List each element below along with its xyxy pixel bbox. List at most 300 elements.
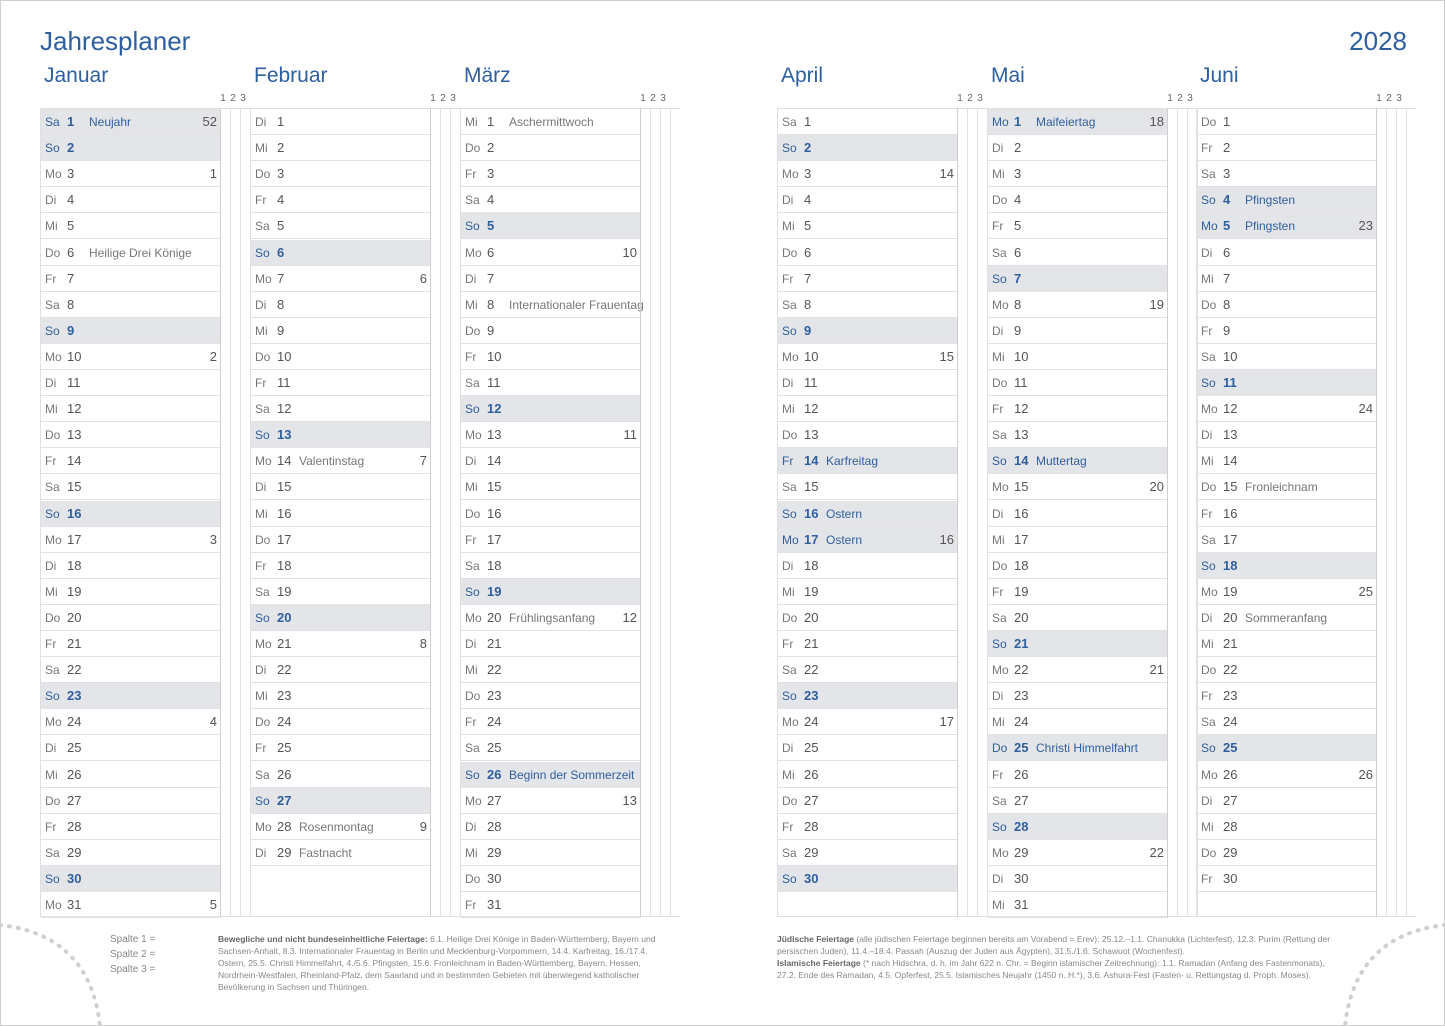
- day-row[interactable]: [988, 318, 1168, 344]
- day-row[interactable]: [1197, 318, 1377, 344]
- day-row[interactable]: [1197, 553, 1377, 579]
- day-row[interactable]: [41, 240, 221, 266]
- day-row[interactable]: [461, 709, 641, 735]
- day-row[interactable]: [1197, 735, 1377, 761]
- day-row[interactable]: [778, 709, 958, 735]
- weekday-label: Fr: [1201, 689, 1213, 704]
- day-number: 10: [67, 348, 82, 364]
- day-row[interactable]: [988, 396, 1168, 422]
- day-row[interactable]: [41, 866, 221, 892]
- day-row[interactable]: [778, 292, 958, 318]
- day-row[interactable]: [778, 735, 958, 761]
- weekday-label: Fr: [782, 819, 794, 834]
- weekday-label: Mi: [782, 402, 795, 417]
- weekday-label: Fr: [45, 819, 57, 834]
- day-row[interactable]: [988, 657, 1168, 683]
- day-row[interactable]: [461, 240, 641, 266]
- day-row[interactable]: [251, 814, 431, 840]
- day-row[interactable]: [41, 631, 221, 657]
- day-row[interactable]: [251, 657, 431, 683]
- weekday-label: Sa: [1201, 349, 1216, 364]
- day-number: 29: [1223, 844, 1238, 860]
- day-row[interactable]: [1197, 866, 1377, 892]
- day-row[interactable]: [251, 292, 431, 318]
- day-row[interactable]: [461, 814, 641, 840]
- day-row[interactable]: [251, 135, 431, 161]
- day-row[interactable]: [988, 814, 1168, 840]
- day-row[interactable]: [778, 762, 958, 788]
- day-row[interactable]: [461, 683, 641, 709]
- week-number: 10: [622, 244, 637, 260]
- day-row[interactable]: [461, 318, 641, 344]
- day-row[interactable]: [778, 788, 958, 814]
- day-row[interactable]: [1197, 266, 1377, 292]
- week-number: 6: [419, 270, 427, 286]
- day-row[interactable]: [41, 579, 221, 605]
- weekday-label: Mi: [465, 845, 478, 860]
- weekday-label: Mo: [992, 115, 1009, 129]
- weekday-label: Sa: [782, 663, 797, 678]
- footnote-text: 6.1. Heilige Drei Könige in Baden-Württemberg, Bayern und Sachsen-Anhalt, 8.3. Internationaler Frauentag in Berlin und Mecklenburg-Vorpommern, 14.4. Karfreitag, 16./17.4. Ostern, 25.5. Christi Himmelfahrt, 4./5.6. Pfingsten, 15.6. Fronleichnam in Baden-Württemberg, Bayern, Hessen, Nordrhein-Westfalen, Rheinland-Pfalz, dem Saarland und in bestimmten Gebieten mit überwiegend katholischer Bevölkerung in Sachsen und Thüringen.: [218, 934, 656, 992]
- day-row[interactable]: [1197, 448, 1377, 474]
- day-number: 15: [1223, 479, 1238, 495]
- day-row[interactable]: [988, 422, 1168, 448]
- day-row[interactable]: [251, 187, 431, 213]
- weekday-label: Mi: [782, 584, 795, 599]
- day-row[interactable]: [251, 370, 431, 396]
- day-number: 22: [67, 662, 82, 678]
- day-row[interactable]: [988, 501, 1168, 527]
- day-row[interactable]: [1197, 187, 1377, 213]
- page-title: Jahresplaner: [40, 26, 191, 56]
- day-row[interactable]: [988, 292, 1168, 318]
- day-row[interactable]: [251, 109, 431, 135]
- day-row[interactable]: [461, 474, 641, 500]
- day-row[interactable]: [778, 266, 958, 292]
- week-number: 12: [622, 609, 637, 625]
- day-row[interactable]: [988, 892, 1168, 918]
- day-row[interactable]: [461, 448, 641, 474]
- day-row[interactable]: [1197, 501, 1377, 527]
- column-number: 3: [240, 93, 246, 104]
- day-row[interactable]: [988, 631, 1168, 657]
- day-row[interactable]: [461, 187, 641, 213]
- day-number: 2: [67, 140, 75, 156]
- day-number: 13: [1014, 427, 1029, 443]
- day-number: 30: [1014, 870, 1029, 886]
- day-row[interactable]: [1197, 527, 1377, 553]
- weekday-label: Mo: [782, 715, 799, 730]
- day-number: 28: [277, 818, 292, 834]
- day-row[interactable]: [778, 109, 958, 135]
- weekday-label: Mi: [255, 141, 268, 156]
- day-row[interactable]: [988, 448, 1168, 474]
- day-row[interactable]: [461, 527, 641, 553]
- weekday-label: Sa: [255, 584, 270, 599]
- day-row[interactable]: [41, 553, 221, 579]
- day-row[interactable]: [461, 553, 641, 579]
- day-row[interactable]: [778, 213, 958, 239]
- day-row[interactable]: [251, 605, 431, 631]
- day-number: 1: [277, 114, 285, 129]
- day-number: 29: [277, 844, 292, 860]
- weekday-label: So: [45, 323, 60, 338]
- day-row[interactable]: [461, 370, 641, 396]
- day-row[interactable]: [461, 735, 641, 761]
- day-number: 8: [1014, 296, 1022, 312]
- day-number: 24: [67, 714, 82, 730]
- weekday-label: Mi: [782, 219, 795, 234]
- day-number: 16: [1014, 505, 1029, 521]
- day-row[interactable]: [778, 657, 958, 683]
- day-row[interactable]: [251, 788, 431, 814]
- day-number: 26: [1223, 766, 1238, 782]
- day-row[interactable]: [251, 631, 431, 657]
- day-row[interactable]: [1197, 814, 1377, 840]
- weekday-label: Mo: [782, 167, 799, 182]
- day-row[interactable]: [778, 396, 958, 422]
- day-row[interactable]: [251, 840, 431, 866]
- column-divider: [240, 108, 241, 917]
- weekday-label: Sa: [465, 741, 480, 756]
- month-grid: [460, 108, 680, 917]
- day-row[interactable]: [778, 187, 958, 213]
- day-row[interactable]: [988, 840, 1168, 866]
- day-number: 1: [1014, 114, 1022, 129]
- day-row[interactable]: [251, 683, 431, 709]
- day-row[interactable]: [251, 344, 431, 370]
- day-row[interactable]: [988, 866, 1168, 892]
- weekday-label: Mi: [992, 167, 1005, 182]
- day-row[interactable]: [41, 292, 221, 318]
- day-number: 8: [277, 296, 285, 312]
- day-row[interactable]: [778, 501, 958, 527]
- weekday-label: Fr: [782, 637, 794, 651]
- day-number: 14: [67, 453, 82, 469]
- day-row[interactable]: [41, 788, 221, 814]
- weekday-label: Do: [992, 741, 1008, 756]
- weekday-label: Sa: [1201, 532, 1216, 547]
- footnote-text-jewish: (alle jüdischen Feiertage beginnen bereits am Vorabend = Erev): 25.12.–1.1. Chanukka (Lichterfest), 12.3. Purim (Rettung der persischen Juden), 11.4.–18.4. Passah (Auszug der Juden aus Ägypten), 31.5./1.6. Schawuot (Wochenfest).: [777, 934, 1331, 956]
- dotted-arc-right: [1335, 915, 1445, 1026]
- day-number: 25: [277, 740, 292, 756]
- day-row[interactable]: [41, 474, 221, 500]
- day-row[interactable]: [41, 266, 221, 292]
- day-number: 17: [67, 531, 82, 547]
- day-row[interactable]: [778, 553, 958, 579]
- day-row[interactable]: [41, 344, 221, 370]
- month-name: April: [781, 64, 824, 87]
- day-row[interactable]: [1197, 396, 1377, 422]
- day-row[interactable]: [461, 501, 641, 527]
- day-row[interactable]: [251, 501, 431, 527]
- day-row[interactable]: [41, 109, 221, 135]
- day-row[interactable]: [778, 527, 958, 553]
- day-row[interactable]: [251, 735, 431, 761]
- day-row[interactable]: [778, 474, 958, 500]
- day-row[interactable]: [988, 474, 1168, 500]
- day-number: 9: [1223, 322, 1231, 338]
- weekday-label: Di: [1201, 428, 1213, 443]
- day-number: 31: [487, 897, 502, 912]
- column-number: 2: [650, 93, 656, 104]
- day-number: 3: [1014, 166, 1022, 182]
- day-row[interactable]: [461, 292, 644, 318]
- day-row[interactable]: [41, 605, 221, 631]
- weekday-label: Do: [1201, 115, 1217, 129]
- day-row[interactable]: [41, 422, 221, 448]
- weekday-label: Mi: [1201, 454, 1214, 469]
- day-row[interactable]: [251, 161, 431, 187]
- day-row[interactable]: [251, 240, 431, 266]
- day-row[interactable]: [41, 396, 221, 422]
- column-divider: [660, 108, 661, 917]
- day-row[interactable]: [988, 735, 1168, 761]
- day-row[interactable]: [988, 762, 1168, 788]
- day-row[interactable]: [988, 579, 1168, 605]
- day-row[interactable]: [461, 657, 641, 683]
- day-row[interactable]: [251, 318, 431, 344]
- day-row[interactable]: [778, 840, 958, 866]
- day-number: 18: [1014, 557, 1029, 573]
- day-row[interactable]: [988, 161, 1168, 187]
- day-number: 18: [277, 557, 292, 573]
- weekday-label: Mo: [992, 297, 1009, 312]
- footnote-text-islamic: (* nach Hidschra, d. h. im Jahr 622 n. Chr. = Beginn islamischer Zeitrechnung): 1.1. Ramadan (Anfang des Fastenmonats), 27.2. Ende des Ramadan, 4.5. Opferfest, 25.5. Islamisches Neujahr (1450 n. H.*), 3.6. Ashura-Fest (Fasten- u. Rettungstag d. Proph. Moses).: [777, 958, 1325, 980]
- day-row[interactable]: [461, 266, 641, 292]
- day-number: 30: [487, 870, 502, 886]
- day-row[interactable]: [988, 527, 1168, 553]
- day-row[interactable]: [988, 605, 1168, 631]
- day-row[interactable]: [778, 814, 958, 840]
- weekday-label: Do: [992, 193, 1008, 208]
- day-row[interactable]: [1197, 292, 1377, 318]
- day-row[interactable]: [988, 240, 1168, 266]
- week-number: 15: [939, 348, 954, 364]
- day-row[interactable]: [41, 762, 221, 788]
- day-row[interactable]: [778, 579, 958, 605]
- holiday-name: Frühlingsanfang: [509, 610, 596, 625]
- day-row[interactable]: [461, 344, 641, 370]
- day-number: 20: [67, 609, 82, 625]
- day-number: 4: [277, 192, 285, 208]
- day-number: 12: [67, 401, 82, 417]
- day-row[interactable]: [988, 683, 1168, 709]
- column-number: 3: [1396, 93, 1402, 104]
- weekday-label: Mo: [45, 349, 62, 364]
- day-row[interactable]: [251, 709, 431, 735]
- holiday-name: Ostern: [826, 506, 863, 521]
- day-row[interactable]: [41, 187, 221, 213]
- week-number: 5: [209, 897, 217, 912]
- day-row[interactable]: [778, 240, 958, 266]
- day-row[interactable]: [778, 448, 958, 474]
- day-row[interactable]: [41, 814, 221, 840]
- day-row[interactable]: [1197, 422, 1377, 448]
- day-row[interactable]: [41, 501, 221, 527]
- day-row[interactable]: [988, 187, 1168, 213]
- day-row[interactable]: [1197, 709, 1377, 735]
- day-row[interactable]: [461, 605, 641, 631]
- day-number: 25: [67, 740, 82, 756]
- day-row[interactable]: [988, 213, 1168, 239]
- day-row[interactable]: [1197, 657, 1377, 683]
- day-row[interactable]: [778, 866, 958, 892]
- day-row[interactable]: [41, 840, 221, 866]
- day-row[interactable]: [461, 788, 641, 814]
- week-number: 4: [209, 714, 217, 730]
- weekday-label: Di: [782, 558, 794, 573]
- weekday-label: Sa: [782, 480, 797, 495]
- day-row[interactable]: [251, 762, 431, 788]
- day-row[interactable]: [988, 109, 1168, 135]
- day-number: 17: [1014, 531, 1029, 547]
- day-row[interactable]: [778, 318, 958, 344]
- weekday-label: Mo: [255, 819, 272, 834]
- day-row[interactable]: [988, 788, 1168, 814]
- day-row[interactable]: [988, 135, 1168, 161]
- weekday-label: So: [465, 584, 480, 599]
- day-row[interactable]: [988, 266, 1168, 292]
- footnote-heading: Bewegliche und nicht bundeseinheitliche Feiertage:: [218, 934, 428, 944]
- column-divider: [450, 108, 451, 917]
- day-row[interactable]: [461, 109, 641, 135]
- day-number: 11: [804, 375, 818, 390]
- day-row[interactable]: [988, 709, 1168, 735]
- day-row[interactable]: [1197, 135, 1377, 161]
- day-row[interactable]: [461, 840, 641, 866]
- day-row[interactable]: [461, 213, 641, 239]
- weekday-label: Di: [1201, 245, 1213, 260]
- footnote-holidays: [218, 933, 666, 993]
- day-row[interactable]: [41, 213, 221, 239]
- weekday-label: Do: [782, 610, 798, 625]
- day-number: 12: [1014, 401, 1029, 417]
- day-row[interactable]: [461, 762, 641, 788]
- day-row[interactable]: [461, 631, 641, 657]
- day-row[interactable]: [778, 135, 958, 161]
- day-row[interactable]: [41, 657, 221, 683]
- day-number: 16: [1223, 505, 1238, 521]
- weekday-label: Mi: [465, 115, 478, 129]
- day-row[interactable]: [1197, 683, 1377, 709]
- weekday-label: Sa: [45, 663, 60, 678]
- column-number: 1: [957, 93, 963, 104]
- weekday-label: Mi: [255, 323, 268, 338]
- column-legend: [110, 932, 155, 977]
- day-row[interactable]: [41, 135, 221, 161]
- day-row[interactable]: [461, 396, 641, 422]
- day-row[interactable]: [1197, 161, 1377, 187]
- day-row[interactable]: [251, 266, 431, 292]
- day-row[interactable]: [251, 448, 431, 474]
- day-row[interactable]: [1197, 344, 1377, 370]
- day-row[interactable]: [778, 370, 958, 396]
- day-row[interactable]: [988, 370, 1168, 396]
- day-row[interactable]: [41, 735, 221, 761]
- day-row[interactable]: [41, 318, 221, 344]
- day-row[interactable]: [251, 474, 431, 500]
- day-row[interactable]: [251, 553, 431, 579]
- day-row[interactable]: [251, 422, 431, 448]
- weekday-label: Do: [782, 793, 798, 808]
- day-row[interactable]: [41, 161, 221, 187]
- day-row[interactable]: [251, 527, 431, 553]
- day-row[interactable]: [461, 892, 641, 918]
- weekday-label: Di: [255, 663, 267, 678]
- day-row[interactable]: [778, 161, 958, 187]
- weekday-label: So: [782, 141, 797, 156]
- day-row[interactable]: [988, 553, 1168, 579]
- day-row[interactable]: [41, 527, 221, 553]
- day-row[interactable]: [1197, 370, 1377, 396]
- day-number: 23: [277, 688, 292, 704]
- day-row[interactable]: [1197, 762, 1377, 788]
- day-row[interactable]: [778, 683, 958, 709]
- day-row[interactable]: [461, 866, 641, 892]
- day-row[interactable]: [1197, 109, 1377, 135]
- weekday-label: Mi: [45, 402, 58, 417]
- weekday-label: Di: [782, 376, 794, 390]
- day-row[interactable]: [251, 213, 431, 239]
- day-number: 10: [487, 348, 502, 364]
- weekday-label: Fr: [465, 898, 477, 912]
- day-number: 25: [487, 740, 502, 756]
- day-row[interactable]: [1197, 240, 1377, 266]
- day-row[interactable]: [778, 605, 958, 631]
- day-row[interactable]: [251, 579, 431, 605]
- week-number: 2: [209, 348, 217, 364]
- day-row[interactable]: [461, 579, 641, 605]
- day-row[interactable]: [1197, 213, 1377, 239]
- legend-line: Spalte 1 =: [110, 934, 156, 945]
- day-row[interactable]: [1197, 579, 1377, 605]
- day-row[interactable]: [461, 135, 641, 161]
- day-row[interactable]: [1197, 840, 1377, 866]
- day-row[interactable]: [778, 631, 958, 657]
- day-row[interactable]: [1197, 788, 1377, 814]
- weekday-label: Sa: [992, 245, 1007, 260]
- month-grid: [40, 108, 260, 917]
- column-number: 2: [440, 93, 446, 104]
- weekday-label: Mi: [1201, 819, 1214, 834]
- day-row[interactable]: [778, 422, 958, 448]
- day-row[interactable]: [988, 344, 1168, 370]
- weekday-label: So: [782, 871, 797, 886]
- day-row[interactable]: [251, 396, 431, 422]
- day-row[interactable]: [461, 422, 641, 448]
- day-number: 20: [487, 609, 502, 625]
- day-number: 12: [277, 401, 292, 417]
- holiday-name: Fastnacht: [299, 845, 352, 860]
- day-row[interactable]: [41, 448, 221, 474]
- day-row[interactable]: [1197, 631, 1377, 657]
- day-row[interactable]: [41, 709, 221, 735]
- day-row[interactable]: [1197, 605, 1377, 631]
- weekday-label: Fr: [45, 454, 57, 469]
- weekday-label: Mo: [992, 480, 1009, 495]
- column-divider: [957, 108, 958, 917]
- day-row[interactable]: [1197, 474, 1377, 500]
- day-row[interactable]: [461, 161, 641, 187]
- holiday-name: Beginn der Sommerzeit: [509, 767, 635, 782]
- day-row[interactable]: [41, 683, 221, 709]
- weekday-label: Di: [992, 141, 1004, 156]
- day-row[interactable]: [778, 344, 958, 370]
- day-row[interactable]: [41, 370, 221, 396]
- day-number: 19: [1014, 583, 1029, 599]
- weekday-label: So: [45, 506, 60, 521]
